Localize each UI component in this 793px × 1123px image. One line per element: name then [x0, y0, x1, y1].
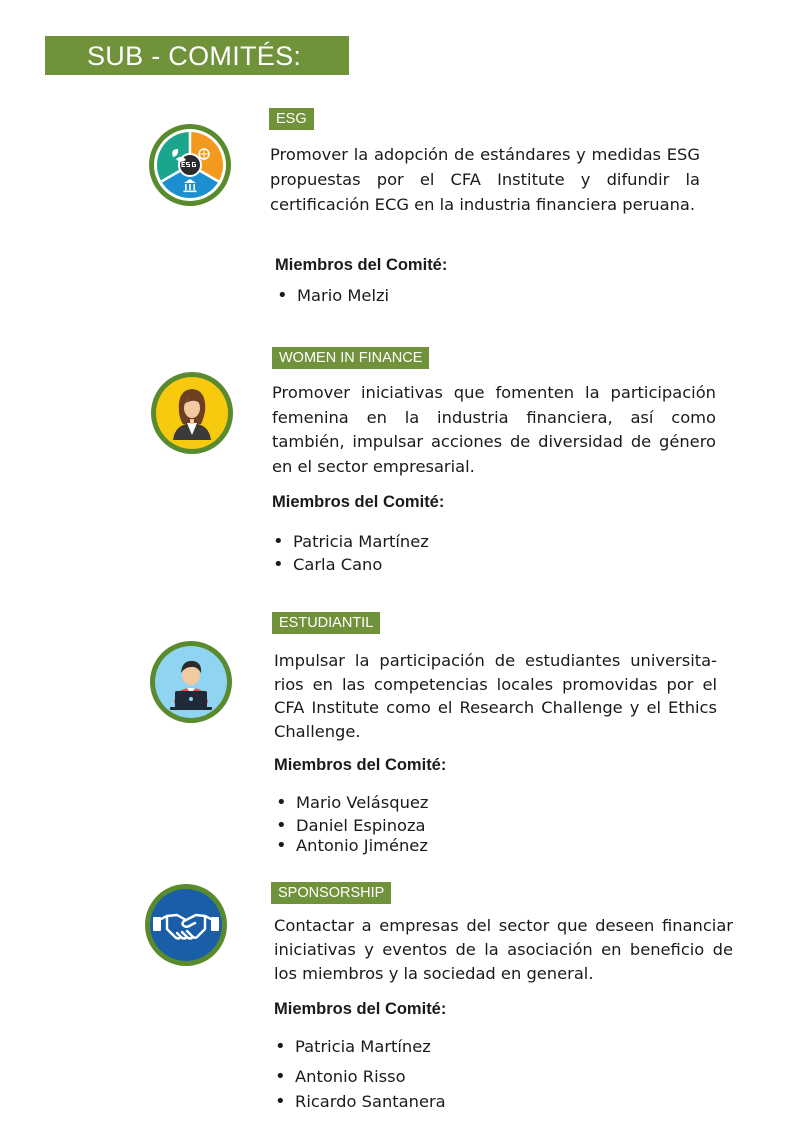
- committee-tag: SPONSORSHIP: [271, 882, 391, 904]
- members-title: Miembros del Comité:: [275, 256, 448, 274]
- members-list: [276, 792, 428, 855]
- member-item: • Carla Cano: [273, 554, 429, 577]
- committee-tag: WOMEN IN FINANCE: [272, 347, 429, 369]
- businesswoman-icon: [151, 372, 233, 454]
- member-item: • Mario Velásquez: [276, 792, 428, 815]
- member-item: • Patricia Martínez: [273, 531, 429, 554]
- members-title: Miembros del Comité:: [274, 756, 447, 774]
- committee-description: Impulsar la participación de estudiantes universita- rios en las competencias locales promovidas por el CFA Institute como el Research Challenge y el Ethics Challenge.: [274, 651, 717, 741]
- handshake-icon: [145, 884, 227, 966]
- member-item: • Patricia Martínez: [275, 1036, 446, 1066]
- members-list: [277, 285, 389, 307]
- member-item: • Antonio Risso: [275, 1066, 446, 1091]
- member-item: • Antonio Jiménez: [276, 835, 428, 855]
- members-list: [275, 1036, 446, 1113]
- committee-tag: ESTUDIANTIL: [272, 612, 380, 634]
- esg-icon: [149, 124, 231, 206]
- committee-description: Contactar a empresas del sector que deseen financiar iniciativas y eventos de la asociación en beneficio de los miembros y la sociedad en general.: [274, 916, 733, 983]
- student-laptop-icon: [150, 641, 232, 723]
- members-title: Miembros del Comité:: [274, 1000, 447, 1018]
- committee-description: Promover iniciativas que fomenten la participación femenina en la industria financiera, así como también, impulsar acciones de diversidad de género en el sector empresarial.: [272, 383, 716, 476]
- committee-tag: ESG: [269, 108, 314, 130]
- members-title: Miembros del Comité:: [272, 493, 445, 511]
- member-item: • Ricardo Santanera: [275, 1091, 446, 1113]
- committee-description: Promover la adopción de estándares y medidas ESG propuestas por el CFA Institute y difundir la certificación ECG en la industria financiera peruana.: [270, 145, 700, 214]
- members-list: [273, 531, 429, 577]
- member-item: • Mario Melzi: [277, 285, 389, 307]
- member-item: • Daniel Espinoza: [276, 815, 428, 835]
- page-title: SUB - COMITÉS:: [45, 36, 349, 75]
